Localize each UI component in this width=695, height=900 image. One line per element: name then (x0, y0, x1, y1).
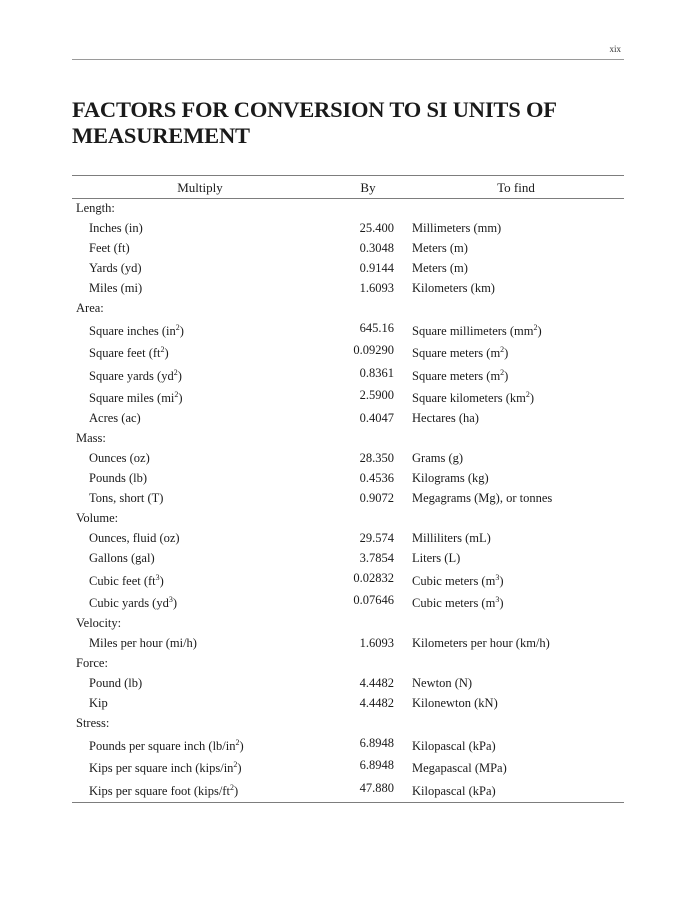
multiply-cell-text: Square yards (yd (89, 368, 174, 383)
to-find-cell-exponent: 2 (533, 322, 538, 332)
to-find-cell (412, 636, 550, 651)
table-row (72, 549, 624, 569)
factor-cell (336, 781, 394, 796)
table-row (72, 409, 624, 429)
to-find-cell-text: Megagrams (Mg), or tonnes (412, 491, 553, 505)
to-find-cell (412, 451, 463, 466)
factor-cell-text: 1.6093 (359, 636, 394, 650)
to-find-cell (412, 761, 507, 776)
factor-cell (336, 736, 394, 751)
page-title: FACTORS FOR CONVERSION TO SI UNITS OF MEASUREMENT (72, 97, 556, 148)
category-row (72, 199, 624, 219)
multiply-cell-text: Ounces, fluid (oz) (89, 531, 180, 545)
multiply-cell-closing: ) (237, 761, 242, 775)
factor-cell-text: 3.7854 (359, 551, 394, 565)
to-find-cell (412, 551, 460, 566)
factor-cell-text: 0.9144 (359, 261, 394, 275)
factor-cell (336, 471, 394, 486)
to-find-cell (412, 784, 496, 799)
to-find-cell-text: Milliliters (mL) (412, 531, 491, 545)
category-row (72, 614, 624, 634)
factor-cell (336, 451, 394, 466)
factor-cell (336, 366, 394, 381)
to-find-cell-closing: ) (504, 346, 509, 360)
multiply-cell-text: Kips per square inch (kips/in (89, 761, 234, 775)
factor-cell (336, 343, 394, 358)
to-find-cell-text: Square millimeters (mm (412, 323, 534, 338)
factor-cell (336, 696, 394, 711)
to-find-cell-text: Grams (g) (412, 451, 464, 465)
multiply-cell-exponent: 2 (229, 782, 234, 792)
factor-cell-text: 645.16 (359, 320, 394, 335)
multiply-cell (89, 574, 164, 589)
multiply-cell-text: Miles (mi) (89, 281, 143, 295)
table-row (72, 342, 624, 365)
table-row (72, 319, 624, 342)
table-body (72, 199, 624, 802)
multiply-cell-text: Miles per hour (mi/h) (89, 636, 197, 650)
multiply-cell-text: Kip (89, 696, 108, 710)
multiply-cell-exponent: 2 (174, 390, 179, 399)
header-by: By (360, 180, 376, 195)
to-find-cell-text: Megapascal (MPa) (412, 761, 507, 775)
factor-cell-text: 6.8948 (359, 735, 394, 750)
factor-cell (336, 571, 394, 586)
factor-cell (336, 221, 394, 236)
to-find-cell (412, 471, 489, 486)
table-row (72, 694, 624, 714)
table-row (72, 239, 624, 259)
to-find-cell-text: Newton (N) (412, 676, 473, 690)
multiply-cell-exponent: 2 (175, 322, 180, 332)
to-find-cell-text: Kilometers (km) (412, 281, 495, 295)
to-find-cell (412, 369, 508, 384)
multiply-cell-exponent: 2 (233, 760, 238, 769)
multiply-cell-closing: ) (177, 368, 182, 383)
to-find-cell (412, 324, 542, 339)
factor-cell (336, 551, 394, 566)
multiply-cell (89, 761, 242, 776)
multiply-cell-text: Ounces (oz) (89, 451, 150, 465)
conversion-table (72, 175, 624, 803)
multiply-cell-text: Kips per square foot (kips/ft (89, 783, 230, 798)
category-row (72, 429, 624, 449)
multiply-cell-text: Tons, short (T) (89, 491, 164, 505)
factor-cell-text: 28.350 (359, 451, 394, 465)
table-row (72, 364, 624, 387)
multiply-cell (89, 471, 147, 486)
header-to-find: To find (497, 180, 535, 195)
category-row (72, 654, 624, 674)
multiply-cell-text: Square miles (mi (89, 391, 175, 405)
factor-cell (336, 281, 394, 296)
to-find-cell-exponent: 3 (495, 572, 500, 582)
page-number: xix (609, 44, 621, 54)
to-find-cell (412, 346, 508, 361)
table-row (72, 592, 624, 615)
multiply-cell (89, 451, 150, 466)
factor-cell (336, 593, 394, 608)
multiply-cell (89, 391, 183, 406)
to-find-cell-exponent: 2 (500, 367, 505, 377)
to-find-cell-text: Cubic meters (m (412, 573, 496, 588)
to-find-cell (412, 676, 472, 691)
multiply-cell (89, 636, 197, 651)
factor-cell (336, 758, 394, 773)
multiply-cell-closing: ) (233, 783, 239, 798)
to-find-cell-closing: ) (499, 596, 504, 610)
to-find-cell-text: Millimeters (mm) (412, 221, 502, 235)
to-find-cell (412, 531, 491, 546)
factor-cell (336, 321, 394, 336)
to-find-cell (412, 491, 552, 506)
category-label: Velocity: (76, 616, 122, 630)
multiply-cell-exponent: 2 (173, 367, 178, 377)
to-find-cell (412, 261, 468, 276)
multiply-cell (89, 551, 155, 566)
to-find-cell-closing: ) (504, 368, 509, 383)
table-header (72, 176, 624, 199)
to-find-cell-exponent: 2 (500, 345, 505, 354)
category-row (72, 299, 624, 319)
multiply-cell (89, 221, 143, 236)
factor-cell-text: 0.8361 (359, 365, 394, 380)
to-find-cell-text: Kilopascal (kPa) (412, 783, 496, 798)
multiply-cell-text: Pound (lb) (89, 676, 143, 690)
multiply-cell-text: Square feet (ft (89, 346, 161, 360)
to-find-cell-exponent: 3 (495, 595, 500, 604)
factor-cell (336, 531, 394, 546)
to-find-cell-closing: ) (537, 323, 542, 338)
header-multiply: Multiply (177, 180, 223, 195)
to-find-cell (412, 596, 504, 611)
multiply-cell-exponent: 2 (160, 345, 165, 354)
to-find-cell (412, 574, 504, 589)
to-find-cell (412, 411, 479, 426)
factor-cell (336, 261, 394, 276)
table-row (72, 569, 624, 592)
category-label: Volume: (76, 511, 119, 525)
multiply-cell-exponent: 2 (235, 737, 240, 747)
multiply-cell-text: Cubic feet (ft (89, 573, 156, 588)
multiply-cell (89, 261, 142, 276)
table-row (72, 634, 624, 654)
multiply-cell-exponent: 3 (155, 572, 160, 582)
factor-cell-text: 0.4536 (359, 471, 394, 485)
factor-cell-text: 25.400 (359, 221, 394, 235)
category-label: Stress: (76, 716, 110, 730)
factor-cell (336, 411, 394, 426)
to-find-cell (412, 221, 501, 236)
to-find-cell (412, 739, 496, 754)
table-row (72, 279, 624, 299)
to-find-cell (412, 391, 534, 406)
table-row (72, 489, 624, 509)
category-label: Length: (76, 201, 115, 215)
factor-cell-text: 29.574 (359, 531, 394, 545)
factor-cell-text: 0.9072 (359, 491, 394, 505)
category-label: Mass: (76, 431, 106, 445)
factor-cell-text: 2.5900 (359, 388, 394, 402)
multiply-cell (89, 784, 238, 799)
category-row (72, 714, 624, 734)
multiply-cell (89, 531, 180, 546)
table-row (72, 219, 624, 239)
factor-cell-text: 4.4482 (359, 676, 394, 690)
multiply-cell-closing: ) (239, 738, 244, 753)
table-row (72, 449, 624, 469)
multiply-cell (89, 369, 182, 384)
to-find-cell-text: Meters (m) (412, 261, 468, 275)
header-rule (72, 59, 624, 60)
to-find-cell-closing: ) (499, 573, 504, 588)
factor-cell-text: 0.09290 (353, 343, 394, 357)
to-find-cell-text: Liters (L) (412, 551, 461, 565)
multiply-cell-closing: ) (172, 596, 178, 610)
table-row (72, 674, 624, 694)
to-find-cell-text: Kilonewton (kN) (412, 696, 498, 710)
multiply-cell (89, 696, 108, 711)
factor-cell (336, 636, 394, 651)
factor-cell-text: 47.880 (359, 780, 394, 795)
multiply-cell (89, 676, 142, 691)
multiply-cell (89, 241, 130, 256)
multiply-cell-text: Acres (ac) (89, 411, 141, 425)
to-find-cell-text: Square meters (m (412, 368, 501, 383)
category-row (72, 509, 624, 529)
factor-cell (336, 241, 394, 256)
multiply-cell-text: Yards (yd) (89, 261, 142, 275)
factor-cell-text: 0.4047 (359, 411, 394, 425)
table-row (72, 757, 624, 780)
table-row (72, 259, 624, 279)
factor-cell (336, 388, 394, 403)
multiply-cell-text: Square inches (in (89, 323, 176, 338)
to-find-cell (412, 241, 468, 256)
to-find-cell-text: Kilograms (kg) (412, 471, 489, 485)
multiply-cell-text: Gallons (gal) (89, 551, 155, 565)
factor-cell-text: 0.02832 (353, 570, 394, 585)
multiply-cell-text: Pounds per square inch (lb/in (89, 738, 236, 753)
to-find-cell-exponent: 2 (525, 390, 530, 399)
table-row (72, 469, 624, 489)
multiply-cell (89, 324, 184, 339)
multiply-cell (89, 491, 163, 506)
to-find-cell (412, 281, 495, 296)
factor-cell-text: 6.8948 (359, 758, 394, 772)
to-find-cell-text: Hectares (ha) (412, 411, 479, 425)
table-row (72, 734, 624, 757)
category-label: Area: (76, 301, 104, 315)
table-row (72, 529, 624, 549)
factor-cell (336, 491, 394, 506)
to-find-cell-text: Meters (m) (412, 241, 468, 255)
multiply-cell (89, 596, 177, 611)
multiply-cell-text: Pounds (lb) (89, 471, 147, 485)
to-find-cell-text: Square meters (m (412, 346, 501, 360)
factor-cell-text: 1.6093 (359, 281, 394, 295)
multiply-cell (89, 346, 169, 361)
table-row (72, 779, 624, 802)
multiply-cell-closing: ) (178, 391, 183, 405)
category-label: Force: (76, 656, 108, 670)
multiply-cell-exponent: 3 (168, 595, 173, 604)
factor-cell-text: 4.4482 (359, 696, 394, 710)
multiply-cell-closing: ) (179, 323, 184, 338)
to-find-cell-closing: ) (529, 391, 535, 405)
multiply-cell-closing: ) (159, 573, 164, 588)
multiply-cell-text: Cubic yards (yd (89, 596, 169, 610)
multiply-cell-closing: ) (164, 346, 169, 360)
factor-cell-text: 0.3048 (359, 241, 394, 255)
to-find-cell-text: Kilometers per hour (km/h) (412, 636, 550, 650)
to-find-cell-text: Cubic meters (m (412, 596, 496, 610)
multiply-cell (89, 739, 244, 754)
factor-cell (336, 676, 394, 691)
multiply-cell-text: Inches (in) (89, 221, 143, 235)
multiply-cell-text: Feet (ft) (89, 241, 130, 255)
to-find-cell-text: Kilopascal (kPa) (412, 738, 496, 753)
factor-cell-text: 0.07646 (353, 593, 394, 607)
to-find-cell (412, 696, 498, 711)
table-row (72, 387, 624, 410)
to-find-cell-text: Square kilometers (km (412, 391, 526, 405)
multiply-cell (89, 281, 142, 296)
multiply-cell (89, 411, 141, 426)
